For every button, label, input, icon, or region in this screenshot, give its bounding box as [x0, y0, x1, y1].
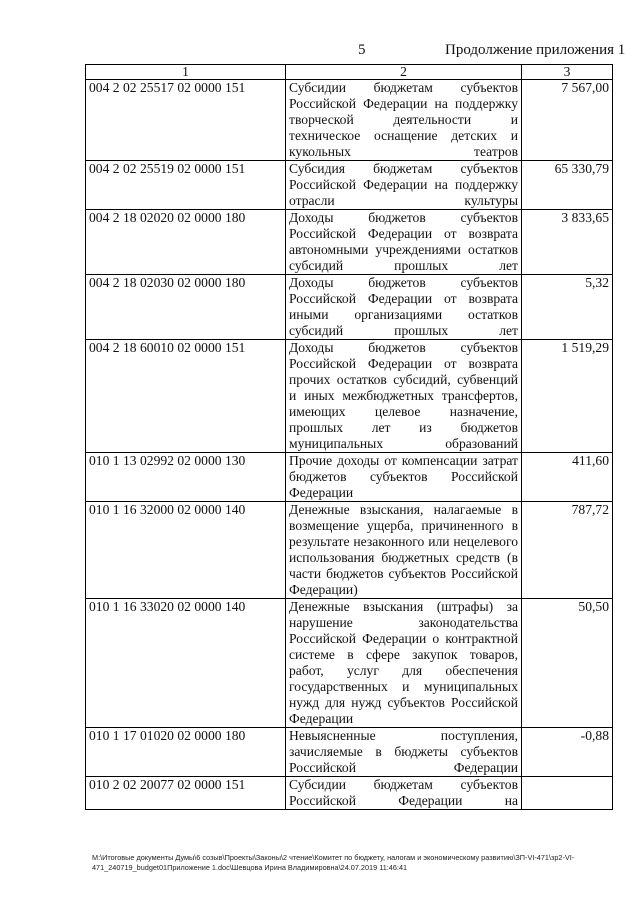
revenue-code: 004 2 02 25517 02 0000 151	[86, 80, 286, 161]
continuation-heading: Продолжение приложения 1	[445, 42, 626, 58]
revenue-description: Денежные взыскания, налагаемые в возмещение ущерба, причиненного в результате незаконного или нецелевого использования бюджетных средств (в части бюджетов субъектов Российской Федерации)	[286, 502, 522, 599]
revenue-description: Доходы бюджетов субъектов Российской Федерации от возврата автономными учреждениями остатков субсидий прошлых лет	[286, 210, 522, 275]
revenue-code: 010 1 17 01020 02 0000 180	[86, 728, 286, 777]
revenue-description: Доходы бюджетов субъектов Российской Федерации от возврата иными организациями остатков субсидий прошлых лет	[286, 275, 522, 340]
column-header-2: 2	[286, 65, 522, 80]
table-row	[86, 599, 613, 728]
revenue-code: 010 2 02 20077 02 0000 151	[86, 777, 286, 810]
revenue-description: Денежные взыскания (штрафы) за нарушение законодательства Российской Федерации о контрактной системе в сфере закупок товаров, работ, услуг для обеспечения государственных и муниципальных нужд для нужд субъектов Российской Федерации	[286, 599, 522, 728]
revenue-code: 004 2 02 25519 02 0000 151	[86, 161, 286, 210]
table-row	[86, 777, 613, 810]
table-row	[86, 210, 613, 275]
revenue-amount: 787,72	[522, 502, 613, 599]
revenue-amount: 50,50	[522, 599, 613, 728]
revenue-amount: 65 330,79	[522, 161, 613, 210]
revenue-table	[85, 64, 613, 810]
table-row	[86, 340, 613, 453]
page-number: 5	[358, 42, 366, 58]
revenue-code: 004 2 18 02020 02 0000 180	[86, 210, 286, 275]
revenue-description: Доходы бюджетов субъектов Российской Федерации от возврата прочих остатков субсидий, субвенций и иных межбюджетных трансфертов, имеющих целевое назначение, прошлых лет из бюджетов муниципальных образований	[286, 340, 522, 453]
revenue-code: 004 2 18 60010 02 0000 151	[86, 340, 286, 453]
revenue-amount: 1 519,29	[522, 340, 613, 453]
revenue-amount	[522, 777, 613, 810]
table-row	[86, 275, 613, 340]
column-header-1: 1	[86, 65, 286, 80]
table-row	[86, 502, 613, 599]
revenue-amount: 7 567,00	[522, 80, 613, 161]
revenue-description: Прочие доходы от компенсации затрат бюджетов субъектов Российской Федерации	[286, 453, 522, 502]
revenue-amount: 5,32	[522, 275, 613, 340]
revenue-description: Невыясненные поступления, зачисляемые в бюджеты субъектов Российской Федерации	[286, 728, 522, 777]
revenue-code: 010 1 16 33020 02 0000 140	[86, 599, 286, 728]
revenue-amount: 411,60	[522, 453, 613, 502]
revenue-amount: -0,88	[522, 728, 613, 777]
document-path-footer: M:\Итоговые документы Думы\6 созыв\Проекты\Законы\2 чтение\Комитет по бюджету, налогам и экономическому развитию\ЗП-VI-471\зр2-VI-471_240719_budget01Приложение 1.doc\Шевцова Ирина Владимировна\24.07.2019 11:46:41	[92, 853, 575, 872]
table-header-row	[86, 65, 613, 80]
revenue-code: 004 2 18 02030 02 0000 180	[86, 275, 286, 340]
column-header-3: 3	[522, 65, 613, 80]
revenue-description: Субсидии бюджетам субъектов Российской Федерации на	[286, 777, 522, 810]
revenue-description: Субсидии бюджетам субъектов Российской Федерации на поддержку творческой деятельности и техническое оснащение детских и кукольных театров	[286, 80, 522, 161]
revenue-code: 010 1 13 02992 02 0000 130	[86, 453, 286, 502]
table-row	[86, 80, 613, 161]
table-row	[86, 161, 613, 210]
revenue-description: Субсидия бюджетам субъектов Российской Федерации на поддержку отрасли культуры	[286, 161, 522, 210]
table-row	[86, 728, 613, 777]
revenue-amount: 3 833,65	[522, 210, 613, 275]
revenue-code: 010 1 16 32000 02 0000 140	[86, 502, 286, 599]
table-row	[86, 453, 613, 502]
